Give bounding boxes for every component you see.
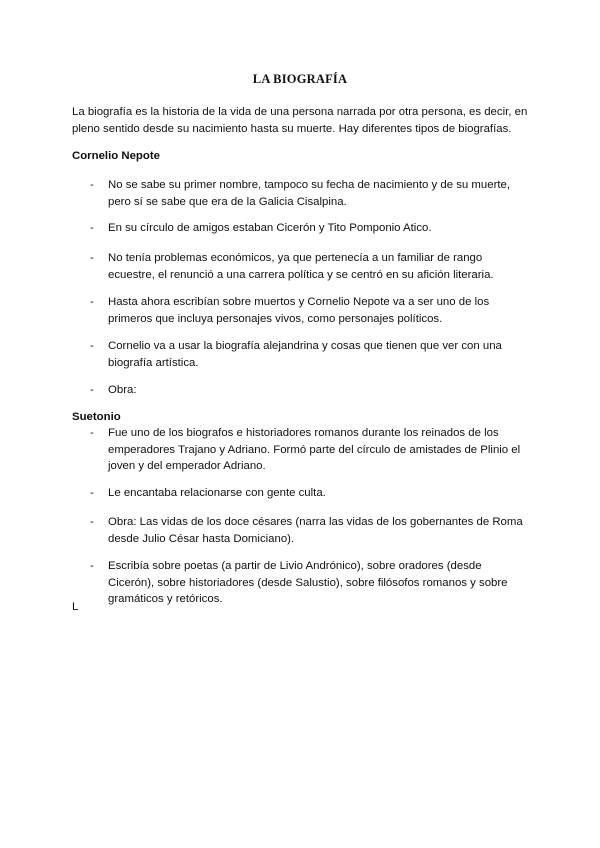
bullet-dash: - [90,427,94,439]
list-item [90,338,530,371]
list-item [90,220,530,237]
list-item-text: Escribía sobre poetas (a partir de Livio Andrónico), sobre oradores (desde Cicerón), sobre historiadores (desde Salustio), sobre filósofos romanos y sobre gramáticos y retóricos. [108,560,508,605]
list-item [90,294,530,327]
bullet-dash: - [90,179,94,191]
list-item-text: Fue uno de los biografos e historiadores romanos durante los reinados de los emperadores Trajano y Adriano. Formó parte del círculo de amistades de Plinio el joven y del emperador Adriano. [108,427,521,472]
list-item-text: No se sabe su primer nombre, tampoco su fecha de nacimiento y de su muerte, pero sí se sabe que era de la Galicia Cisalpina. [108,179,511,208]
list-item-text: Cornelio va a usar la biografía alejandrina y cosas que tienen que ver con una biografía artística. [108,340,502,369]
bullet-dash: - [90,516,94,528]
bullet-dash: - [90,222,94,234]
bullet-dash: - [90,560,94,572]
list-item-text: Obra: Las vidas de los doce césares (narra las vidas de los gobernantes de Roma desde Julio César hasta Domiciano). [108,516,523,545]
section-heading-suetonio: Suetonio [72,411,121,423]
list-item-text: No tenía problemas económicos, ya que pertenecía a un familiar de rango ecuestre, el renunció a una carrera política y se centró en su afición literaria. [108,252,494,281]
bullet-dash: - [90,340,94,352]
list-item [90,425,530,475]
list-item-text: En su círculo de amigos estaban Cicerón y Tito Pomponio Atico. [108,222,432,234]
list-item [90,382,530,399]
bullet-dash: - [90,487,94,499]
bullet-dash: - [90,384,94,396]
list-item [90,514,530,547]
list-item-text: Hasta ahora escribían sobre muertos y Cornelio Nepote va a ser uno de los primeros que incluya personajes vivos, como personajes políticos. [108,296,490,325]
list-item-text: Le encantaba relacionarse con gente culta. [108,487,326,499]
list-item [90,177,530,210]
list-item [90,485,530,502]
bullet-dash: - [90,296,94,308]
list-item-text: Obra: [108,384,137,396]
section-heading-cornelio-nepote: Cornelio Nepote [72,150,160,162]
document-title: LA BIOGRAFÍA [252,72,348,86]
bullet-dash: - [90,252,94,264]
intro-paragraph: La biografía es la historia de la vida de una persona narrada por otra persona, es decir, en pleno sentido desde su nacimiento hasta su muerte. Hay diferentes tipos de biografías. [72,106,528,135]
stray-character: L [72,601,79,613]
list-item [90,558,530,608]
list-item [90,250,530,283]
